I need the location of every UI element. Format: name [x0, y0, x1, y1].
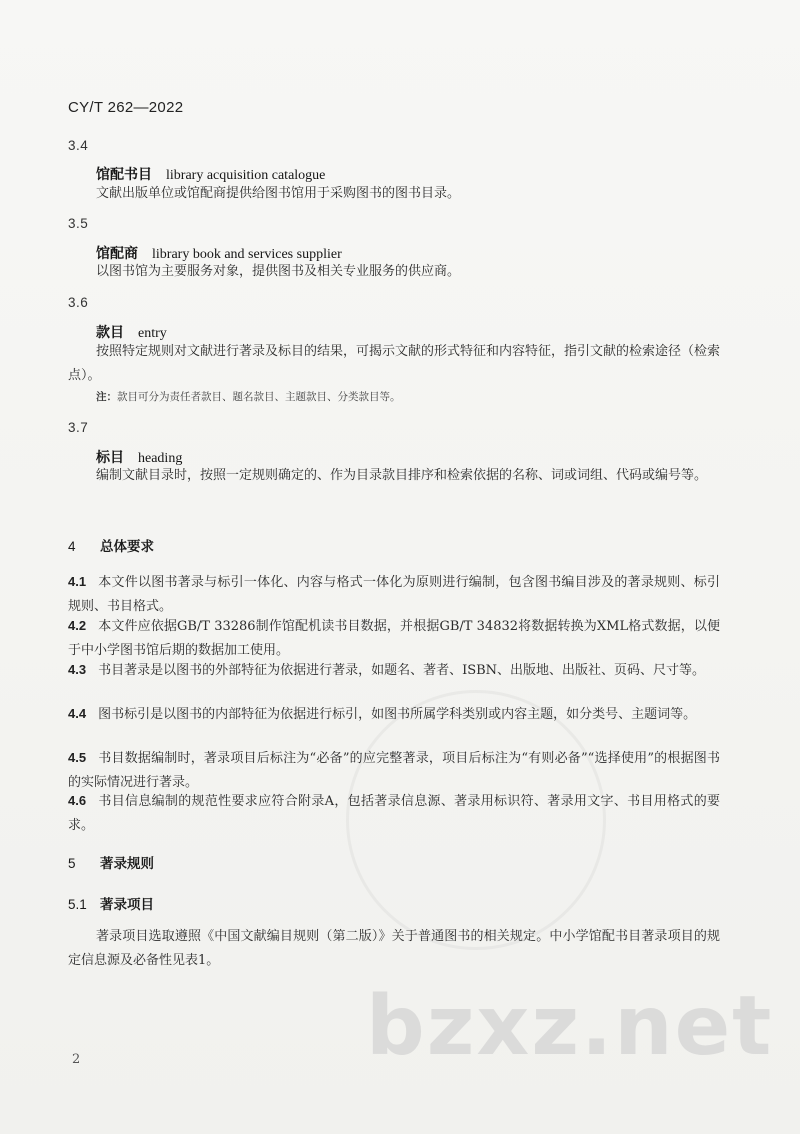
term-3-4-definition	[68, 182, 720, 206]
term-3-6-note	[68, 389, 720, 404]
clause-number: 3.5	[68, 216, 89, 231]
term-3-4-title	[68, 164, 720, 184]
term-chinese: 馆配商	[96, 246, 138, 262]
item-text: 图书标引是以图书的内部特征为依据进行标引，如图书所属学科类别或内容主题，如分类号、主题词等。	[98, 707, 697, 722]
term-english: heading	[138, 451, 183, 466]
item-text: 书目数据编制时，著录项目后标注为“必备”的应完整著录，项目后标注为“有则必备”“选择使用”的根据图书的实际情况进行著录。	[68, 751, 720, 790]
section-5-heading	[68, 852, 720, 872]
term-definition: 按照特定规则对文献进行著录及标目的结果，可揭示文献的形式特征和内容特征，指引文献的检索途径（检索点）。	[68, 344, 721, 383]
subsection-title	[68, 893, 720, 913]
requirement-item	[68, 658, 720, 683]
requirement-4-6	[68, 789, 720, 838]
item-number: 4.5	[68, 750, 87, 765]
term-english: library acquisition catalogue	[166, 168, 326, 183]
requirement-item	[68, 570, 720, 619]
term-3-5	[68, 216, 720, 231]
section-number: 4	[68, 539, 76, 554]
term-definition: 以图书馆为主要服务对象，提供图书及相关专业服务的供应商。	[96, 264, 461, 279]
term-line	[96, 322, 720, 342]
requirement-4-5	[68, 746, 720, 795]
requirement-item	[68, 702, 720, 727]
subsection-5-1-text	[68, 925, 720, 973]
term-3-6-definition	[68, 340, 720, 388]
section-4-heading	[68, 535, 720, 555]
note-label: 注：	[96, 391, 117, 403]
term-3-7	[68, 420, 720, 435]
site-watermark: bzxz.net	[366, 979, 774, 1074]
clause-number: 3.7	[68, 420, 89, 435]
item-number: 4.6	[68, 793, 87, 808]
item-text: 书目著录是以图书的外部特征为依据进行著录，如题名、著者、ISBN、出版地、出版社、页码、尺寸等。	[98, 663, 706, 678]
section-number: 5	[68, 856, 76, 871]
subsection-number: 5.1	[68, 897, 87, 912]
term-chinese: 款目	[96, 325, 124, 341]
requirement-4-1	[68, 570, 720, 619]
requirement-item	[68, 746, 720, 795]
body-paragraph: 著录项目选取遵照《中国文献编目规则（第二版）》关于普通图书的相关规定。中小学馆配书目著录项目的规定信息源及必备性见表1。	[68, 929, 720, 968]
section-title	[68, 852, 720, 872]
section-title-text: 著录规则	[100, 856, 154, 872]
term-3-5-definition	[68, 260, 720, 284]
item-text: 本文件以图书著录与标引一体化、内容与格式一体化为原则进行编制，包含图书编目涉及的著录规则、标引规则、书目格式。	[68, 575, 720, 614]
subsection-title-text: 著录项目	[100, 897, 154, 913]
item-number: 4.4	[68, 706, 87, 721]
requirement-item	[68, 789, 720, 838]
term-chinese: 标目	[96, 450, 124, 466]
term-definition: 编制文献目录时，按照一定规则确定的、作为目录款目排序和检索依据的名称、词或词组、代码或编号等。	[96, 468, 708, 483]
item-text: 本文件应依据GB/T 33286制作馆配机读书目数据，并根据GB/T 34832将数据转换为XML格式数据，以便于中小学图书馆后期的数据加工使用。	[68, 619, 720, 658]
term-3-7-definition	[68, 464, 720, 488]
section-title	[68, 535, 720, 555]
term-english: entry	[138, 326, 167, 341]
standard-code: CY/T 262—2022	[68, 99, 184, 116]
term-english: library book and services supplier	[152, 247, 342, 262]
clause-number: 3.4	[68, 138, 89, 153]
item-text: 书目信息编制的规范性要求应符合附录A，包括著录信息源、著录用标识符、著录用文字、书目用格式的要求。	[68, 794, 720, 833]
requirement-4-3	[68, 658, 720, 683]
note-text: 款目可分为责任者款目、题名款目、主题款目、分类款目等。	[117, 391, 401, 403]
term-chinese: 馆配书目	[96, 167, 152, 183]
item-number: 4.3	[68, 662, 87, 677]
requirement-4-4	[68, 702, 720, 727]
clause-number: 3.6	[68, 295, 89, 310]
note-line	[96, 389, 720, 404]
item-number: 4.1	[68, 574, 87, 589]
term-definition: 文献出版单位或馆配商提供给图书馆用于采购图书的图书目录。	[96, 186, 461, 201]
requirement-item	[68, 614, 720, 663]
page-number: 2	[72, 1052, 81, 1067]
subsection-5-1-heading	[68, 893, 720, 913]
item-number: 4.2	[68, 618, 87, 633]
term-line	[96, 164, 720, 184]
term-3-6-title	[68, 322, 720, 342]
term-3-6	[68, 295, 720, 310]
requirement-4-2	[68, 614, 720, 663]
term-3-4	[68, 138, 720, 153]
section-title-text: 总体要求	[100, 539, 154, 555]
